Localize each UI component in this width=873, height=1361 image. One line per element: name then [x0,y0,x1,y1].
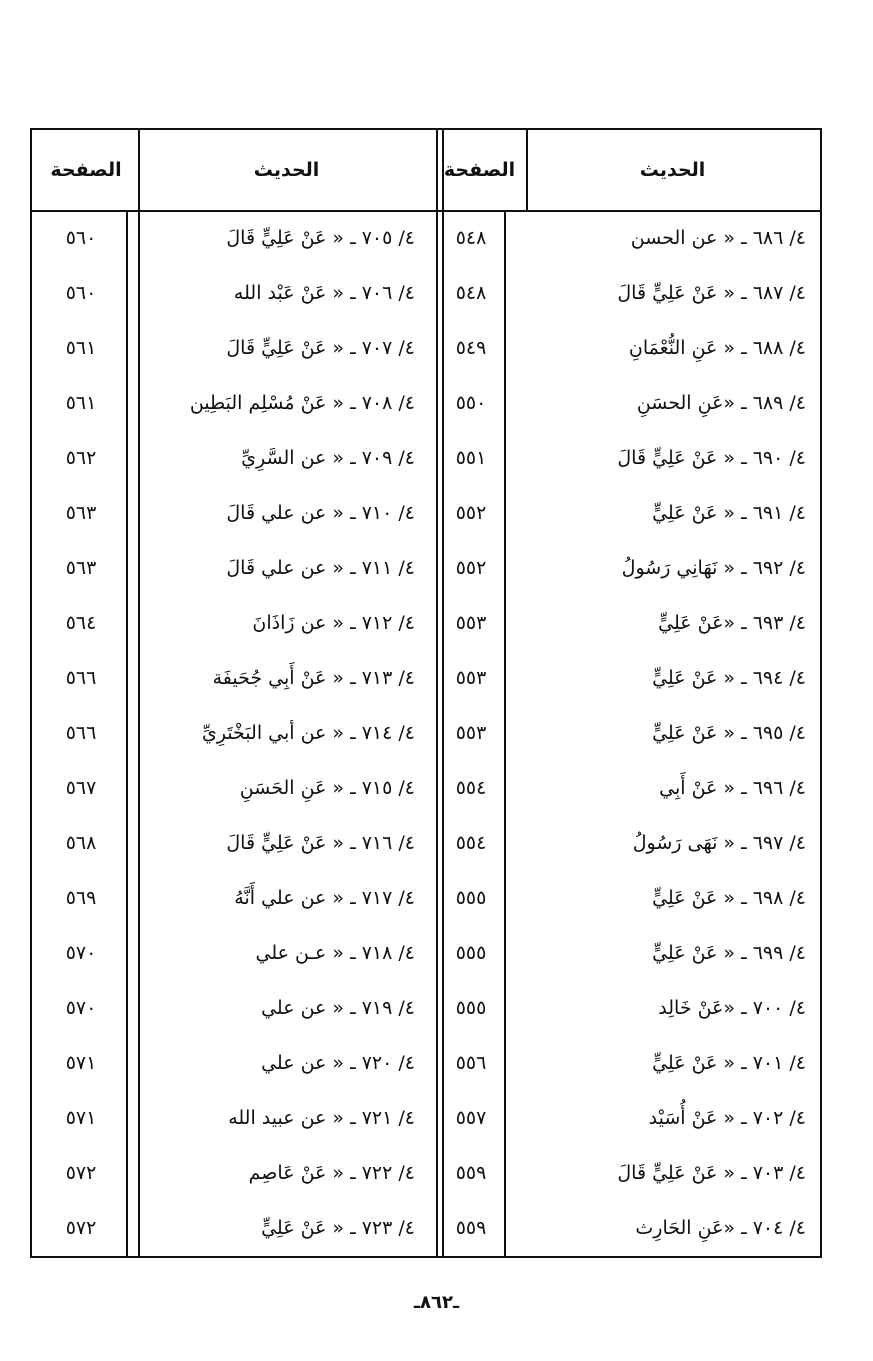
hadith-reference-right: ٤/ ٦٩٨ ـ « عَنْ عَلِيٍّ [652,886,806,909]
table-row [32,485,820,540]
table-row [32,320,820,375]
table-row [32,1090,820,1145]
page-number-right: ٥٥٤ [455,831,487,854]
table-row [32,540,820,595]
hadith-reference-right: ٤/ ٦٩١ ـ « عَنْ عَلِيٍّ [652,501,806,524]
page-number-right: ٥٥٥ [455,941,487,964]
hadith-reference-left: ٤/ ٧٠٥ ـ « عَنْ عَلِيٍّ قَالَ [226,226,415,249]
hadith-reference-left: ٤/ ٧٢٢ ـ « عَنْ عَاصِم [248,1161,415,1184]
hadith-reference-left: ٤/ ٧١١ ـ « عن علي قَالَ [226,556,415,579]
table-body [32,210,820,1256]
table-row [32,375,820,430]
table-row [32,1200,820,1255]
page-number-right: ٥٥٤ [455,776,487,799]
hadith-reference-right: ٤/ ٦٩٤ ـ « عَنْ عَلِيٍّ [652,666,806,689]
page-number-right: ٥٥١ [455,446,487,469]
page-number-left: ٥٦٠ [65,226,97,249]
page-number-left: ٥٦٢ [65,446,97,469]
table-row [32,925,820,980]
page-number-right: ٥٥٥ [455,886,487,909]
page-number-right: ٥٥٢ [455,501,487,524]
hadith-reference-left: ٤/ ٧٠٨ ـ « عَنْ مُسْلِم البَطِين [189,391,415,414]
hadith-reference-left: ٤/ ٧٢١ ـ « عن عبيد الله [228,1106,415,1129]
page-number-right: ٥٥٣ [455,666,487,689]
page-number-left: ٥٦٧ [65,776,97,799]
page-number-left: ٥٦٨ [65,831,97,854]
hadith-reference-right: ٤/ ٦٩٦ ـ « عَنْ أَبِي [659,776,806,799]
table-row [32,210,820,265]
hadith-reference-right: ٤/ ٦٩٥ ـ « عَنْ عَلِيٍّ [652,721,806,744]
hadith-reference-right: ٤/ ٧٠٢ ـ « عَنْ أُسَيْد [648,1106,806,1129]
hadith-reference-left: ٤/ ٧٢٣ ـ « عَنْ عَلِيٍّ [261,1216,415,1239]
hadith-reference-left: ٤/ ٧١٨ ـ « عـن علي [255,941,415,964]
page-number-right: ٥٥٧ [455,1106,487,1129]
table-row [32,760,820,815]
page-number: ـ٨٦٢ـ [413,1292,460,1313]
hadith-reference-left: ٤/ ٧١٣ ـ « عَنْ أَبِي جُحَيفَة [212,666,415,689]
hadith-reference-left: ٤/ ٧١٩ ـ « عن علي [261,996,415,1019]
page-number-right: ٥٤٩ [455,336,487,359]
page-number-right: ٥٥٩ [455,1216,487,1239]
header-page-left: الصفحة [50,159,122,181]
page-number-right: ٥٥٥ [455,996,487,1019]
table-row [32,1145,820,1200]
hadith-reference-left: ٤/ ٧١٥ ـ « عَنِ الحَسَنِ [239,776,415,799]
page-number-right: ٥٥٩ [455,1161,487,1184]
page-number-right: ٥٥٣ [455,611,487,634]
page-number-right: ٥٤٨ [455,281,487,304]
page-number-left: ٥٦٩ [65,886,97,909]
page-number-left: ٥٦٣ [65,501,97,524]
hadith-reference-left: ٤/ ٧٠٩ ـ « عن السَّرِيِّ [241,446,415,469]
hadith-reference-right: ٤/ ٦٨٦ ـ « عن الحسن [630,226,806,249]
hadith-reference-right: ٤/ ٦٨٨ ـ « عَنِ النُّعْمَانِ [628,336,806,359]
page-number-left: ٥٧١ [65,1051,97,1074]
hadith-reference-right: ٤/ ٧٠١ ـ « عَنْ عَلِيٍّ [652,1051,806,1074]
hadith-index-table [30,128,822,1258]
header-page-right: الصفحة [443,159,516,181]
page-number-left: ٥٦١ [65,391,97,414]
page-number-left: ٥٧٢ [65,1216,97,1239]
table-row [32,265,820,320]
hadith-reference-left: ٤/ ٧١٢ ـ « عن زَاذَانَ [252,611,415,634]
page-number-left: ٥٦٦ [65,666,97,689]
hadith-reference-left: ٤/ ٧٠٦ ـ « عَنْ عَبْد الله [233,281,415,304]
hadith-reference-left: ٤/ ٧٠٧ ـ « عَنْ عَلِيٍّ قَالَ [226,336,415,359]
hadith-reference-right: ٤/ ٦٩٠ ـ « عَنْ عَلِيٍّ قَالَ [617,446,806,469]
header-hadith-left: الحديث [253,159,320,181]
hadith-reference-left: ٤/ ٧١٠ ـ « عن علي قَالَ [226,501,415,524]
hadith-reference-left: ٤/ ٧١٤ ـ « عن أبي البَخْتَرِيِّ [201,721,415,744]
page-number-left: ٥٧١ [65,1106,97,1129]
hadith-reference-right: ٤/ ٦٩٣ ـ «عَنْ عَلِيٍّ [658,611,806,634]
hadith-reference-left: ٤/ ٧٢٠ ـ « عن علي [261,1051,415,1074]
table-row [32,650,820,705]
hadith-reference-right: ٤/ ٦٨٩ ـ «عَنِ الحسَنِ [636,391,806,414]
header-hadith-right: الحديث [639,159,706,181]
hadith-reference-left: ٤/ ٧١٦ ـ « عَنْ عَلِيٍّ قَالَ [226,831,415,854]
page-number-left: ٥٧٠ [65,996,97,1019]
hadith-reference-right: ٤/ ٦٩٧ ـ « نَهَى رَسُولُ [632,831,806,854]
page-number-left: ٥٦٤ [65,611,97,634]
page-number-right: ٥٥٠ [455,391,487,414]
page-number-right: ٥٥٣ [455,721,487,744]
table-row [32,815,820,870]
table-row [32,980,820,1035]
hadith-reference-right: ٤/ ٦٨٧ ـ « عَنْ عَلِيٍّ قَالَ [617,281,806,304]
page-number-left: ٥٧٢ [65,1161,97,1184]
page-number-left: ٥٦٠ [65,281,97,304]
hadith-reference-right: ٤/ ٧٠٣ ـ « عَنْ عَلِيٍّ قَالَ [617,1161,806,1184]
table-row [32,1035,820,1090]
page-number-right: ٥٥٦ [455,1051,487,1074]
table-row [32,705,820,760]
table-header-row [32,130,820,212]
page-number-right: ٥٥٢ [455,556,487,579]
table-row [32,430,820,485]
page-number-left: ٥٦٣ [65,556,97,579]
page-number-left: ٥٧٠ [65,941,97,964]
page-number-left: ٥٦١ [65,336,97,359]
hadith-reference-right: ٤/ ٧٠٠ ـ «عَنْ خَالِد [658,996,806,1019]
page-number-left: ٥٦٦ [65,721,97,744]
column-divider-header [526,130,528,210]
hadith-reference-right: ٤/ ٦٩٩ ـ « عَنْ عَلِيٍّ [652,941,806,964]
table-row [32,870,820,925]
hadith-reference-left: ٤/ ٧١٧ ـ « عن علي أَنَّهُ [234,886,415,909]
hadith-reference-right: ٤/ ٧٠٤ ـ «عَنِ الحَارِث [635,1216,806,1239]
hadith-reference-right: ٤/ ٦٩٢ ـ « نَهَانِي رَسُولُ [621,556,806,579]
table-row [32,595,820,650]
page-number-right: ٥٤٨ [455,226,487,249]
